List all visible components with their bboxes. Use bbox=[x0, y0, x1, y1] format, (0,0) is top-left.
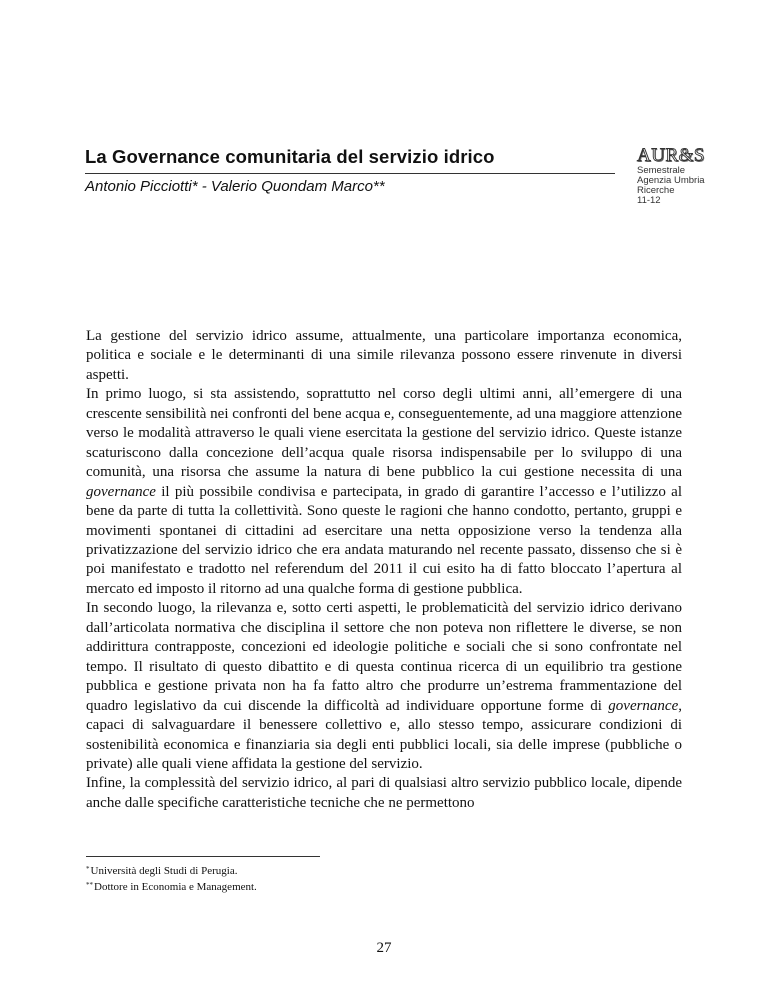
footnote-1-text: Università degli Studi di Perugia. bbox=[90, 865, 238, 877]
journal-line-3: Ricerche bbox=[637, 185, 675, 196]
paragraph-2-part-a: In primo luogo, si sta assistendo, soprattutto nel corso degli ultimi anni, all’emergere di una crescente sensibilità nei confronti del bene acqua e, conseguentemente, ad una maggiore attenzione verso le modalità attraverso le quali viene esercitata la gestione del servizio idrico. Queste istanze scaturiscono dalla concezione dell’acqua quale risorsa indispensabile per lo sviluppo di una comunità, una risorsa che assume la natura di bene pubblico la cui gestione necessita di una bbox=[86, 386, 682, 481]
footnote-1-mark: * bbox=[86, 865, 90, 873]
journal-line-4: 11-12 bbox=[637, 195, 661, 206]
paragraph-2 bbox=[86, 385, 682, 599]
paragraph-3 bbox=[86, 599, 682, 774]
paragraph-3-part-b: , capaci di salvaguardare il benessere collettivo e, allo stesso tempo, assicurare condizioni di sostenibilità economica e finanziaria sia degli enti pubblici locali, sia delle imprese (pubbliche o private) alle quali viene affidata la gestione del servizio. bbox=[86, 697, 682, 772]
journal-badge bbox=[637, 146, 727, 206]
article-title: La Governance comunitaria del servizio idrico bbox=[85, 146, 495, 167]
paragraph-1: La gestione del servizio idrico assume, attualmente, una particolare importanza economica, politica e sociale e le determinanti di una simile rilevanza possono essere rinvenute in diversi aspetti. bbox=[86, 328, 682, 383]
footnotes bbox=[86, 862, 257, 894]
paragraph-3-part-a: In secondo luogo, la rilevanza e, sotto certi aspetti, le problematicità del servizio idrico derivano dall’articolata normativa che disciplina il settore che non poteva non riflettere le diverse, se non addirittura contrapposte, concezioni ed ideologie politiche e sociali che si sono confrontate nel tempo. Il risultato di questo dibattito e di questa continua ricerca di un equilibrio tra gestione pubblica e gestione privata non ha fa fatto altro che produrre un’estrema frammentazione del quadro legislativo da cui discende la difficoltà ad individuare opportune forme di bbox=[86, 600, 682, 714]
paragraph-4: Infine, la complessità del servizio idrico, al pari di qualsiasi altro servizio pubblico locale, dipende anche dalle specifiche caratteristiche tecniche che ne permettono bbox=[86, 775, 682, 811]
footnote-2-text: Dottore in Economia e Management. bbox=[94, 881, 257, 893]
footnote-1 bbox=[86, 862, 257, 878]
paragraph-3-emphasis: governance bbox=[608, 697, 679, 714]
footnote-rule bbox=[86, 856, 320, 857]
article-body bbox=[86, 327, 682, 813]
page-number: 27 bbox=[376, 940, 392, 956]
journal-line-1: Semestrale bbox=[637, 165, 686, 176]
journal-line-2: Agenzia Umbria bbox=[637, 175, 705, 186]
paragraph-2-part-b: il più possibile condivisa e partecipata, in grado di garantire l’accesso e l’utilizzo al bene da parte di tutta la collettività. Sono queste le ragioni che hanno condotto, pertanto, gruppi e movimenti spontanei di cittadini ad esercitare una netta opposizione verso la tendenza alla privatizzazione del servizio idrico che era andata maturando nel recente passato, dissenso che si è poi manifestato e tradotto nel referendum del 2011 il cui esito ha di fatto bloccato l’apertura al mercato ed imposto il ritorno ad una qualche forma di gestione pubblica. bbox=[86, 483, 682, 597]
title-rule bbox=[85, 173, 615, 174]
paragraph-2-emphasis: governance bbox=[86, 483, 156, 500]
footnote-2-mark: ** bbox=[86, 881, 93, 889]
footnote-2 bbox=[86, 878, 257, 894]
article-header bbox=[85, 145, 705, 206]
journal-logo: AUR&S bbox=[637, 145, 705, 166]
article-authors: Antonio Picciotti* - Valerio Quondam Marco** bbox=[85, 178, 385, 195]
